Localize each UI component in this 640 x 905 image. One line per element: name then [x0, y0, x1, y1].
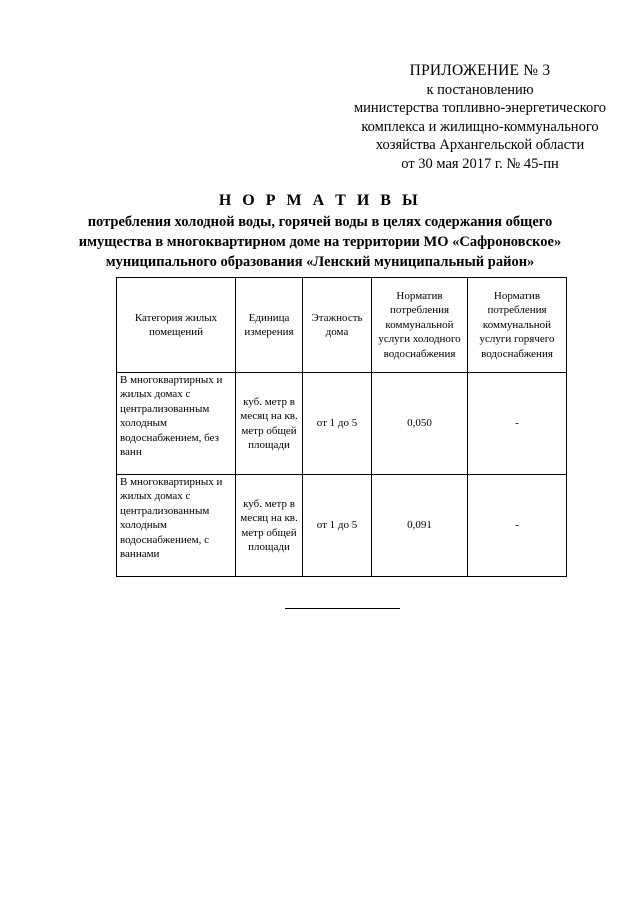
cell-hot-norm: -: [468, 373, 567, 475]
appendix-title: ПРИЛОЖЕНИЕ № 3: [409, 62, 551, 79]
document-heading: [40, 190, 600, 272]
cell-hot-norm: -: [468, 475, 567, 577]
norms-table: [116, 277, 567, 577]
appendix-line: хозяйства Архангельской области: [375, 137, 585, 153]
header-hot-water-norm: Норматив потребления коммунальной услуги горячего водоснабжения: [468, 278, 567, 373]
cell-unit: куб. метр в месяц на кв. метр общей площади: [236, 373, 303, 475]
cell-cold-norm: 0,091: [372, 475, 468, 577]
appendix-date: от 30 мая 2017 г. № 45-пн: [401, 155, 559, 172]
document-subtitle-line: муниципального образования «Ленский муниципальный район»: [105, 254, 535, 270]
appendix-line: министерства топливно-энергетического: [353, 100, 607, 116]
table-row: [117, 373, 567, 475]
cell-category: В многоквартирных и жилых домах с централизованным холодным водоснабжением, без ванн: [117, 373, 236, 475]
cell-unit: куб. метр в месяц на кв. метр общей площади: [236, 475, 303, 577]
document-title: Н О Р М А Т И В Ы: [218, 192, 422, 209]
header-category: Категория жилых помещений: [117, 278, 236, 373]
cell-floors: от 1 до 5: [303, 373, 372, 475]
appendix-block: [330, 62, 630, 173]
appendix-line: к постановлению: [426, 81, 534, 98]
appendix-line: комплекса и жилищно-коммунального: [361, 118, 599, 135]
document-subtitle-line: имущества в многоквартирном доме на территории МО «Сафроновское»: [78, 234, 562, 250]
cell-floors: от 1 до 5: [303, 475, 372, 577]
end-divider-line: [285, 608, 400, 609]
document-subtitle-line: потребления холодной воды, горячей воды в целях содержания общего: [87, 214, 553, 230]
table-header-row: [117, 278, 567, 373]
cell-category: В многоквартирных и жилых домах с централизованным холодным водоснабжением, с ваннами: [117, 475, 236, 577]
cell-cold-norm: 0,050: [372, 373, 468, 475]
header-floors: Этажность дома: [303, 278, 372, 373]
table-row: [117, 475, 567, 577]
header-cold-water-norm: Норматив потребления коммунальной услуги холодного водоснабжения: [372, 278, 468, 373]
header-unit: Единица измерения: [236, 278, 303, 373]
